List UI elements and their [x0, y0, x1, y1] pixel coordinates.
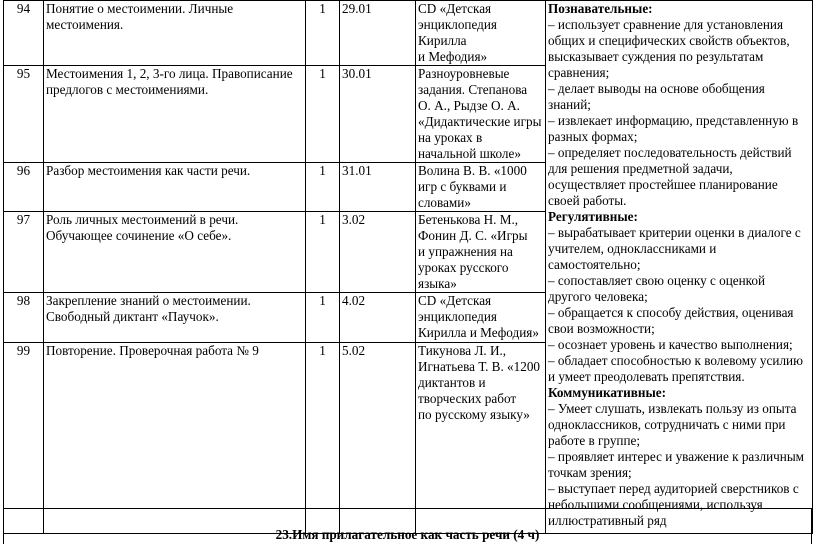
row-number: 97 — [4, 212, 44, 293]
competency-item: – проявляет интерес и уважение к различным точкам зрения; — [548, 449, 805, 480]
row-number: 96 — [4, 163, 44, 212]
hours-count: 1 — [306, 293, 340, 343]
competency-item: – вырабатывает критерии оценки в диалоге с учителем, одноклассниками и самостоятельно; — [548, 225, 801, 272]
competency-item: – обращается к способу действия, оценивая свои возможности; — [548, 305, 794, 336]
regulatory-title: Регулятивные: — [548, 209, 638, 224]
row-number: 99 — [4, 343, 44, 534]
lesson-topic: Понятие о местоимении. Личные местоимения. — [44, 1, 306, 66]
row-number: 94 — [4, 1, 44, 66]
competency-item: – Умеет слушать, извлекать пользу из опыта одноклассников, сотрудничать с ними при работе в группе; — [548, 401, 797, 448]
competency-item: – определяет последовательность действий для решения предметной задачи, осуществляет простейшее планирование своей работы. — [548, 145, 792, 208]
competencies-cell — [546, 1, 813, 534]
section-header-row — [3, 508, 812, 544]
lesson-topic: Закрепление знаний о местоимении. Свободный диктант «Паучок». — [44, 293, 306, 343]
hours-count: 1 — [306, 212, 340, 293]
section-title: 23.Имя прилагательное как часть речи (4 ч) — [275, 527, 540, 542]
lesson-resource: Волина В. В. «1000 игр с буквами и словами» — [416, 163, 546, 212]
hours-count: 1 — [306, 1, 340, 66]
lesson-date: 5.02 — [340, 343, 416, 534]
communicative-title: Коммуникативные: — [548, 385, 666, 400]
lesson-topic: Местоимения 1, 2, 3-го лица. Правописание предлогов с местоимениями. — [44, 66, 306, 163]
competency-item: – сопоставляет свою оценку с оценкой другого человека; — [548, 273, 766, 304]
lesson-resource: CD «Детская энциклопедия Кирилла и Мефодия» — [416, 1, 546, 66]
hours-count: 1 — [306, 66, 340, 163]
lesson-date: 4.02 — [340, 293, 416, 343]
lesson-topic: Повторение. Проверочная работа № 9 — [44, 343, 306, 534]
lesson-topic: Разбор местоимения как части речи. — [44, 163, 306, 212]
lesson-date: 30.01 — [340, 66, 416, 163]
competency-item: – делает выводы на основе обобщения знаний; — [548, 81, 765, 112]
lesson-resource: Бетенькова Н. М., Фонин Д. С. «Игры и упражнения на уроках русского языка» — [416, 212, 546, 293]
table-row — [4, 1, 813, 66]
competency-item: – осознает уровень и качество выполнения; — [548, 337, 793, 352]
row-number: 98 — [4, 293, 44, 343]
competency-item: – использует сравнение для установления общих и специфических свойств объектов, высказывает суждения по результатам сравнения; — [548, 17, 790, 80]
lesson-date: 3.02 — [340, 212, 416, 293]
competency-item: – выступает перед аудиторией сверстников с небольшими сообщениями, используя иллюстративный ряд — [548, 481, 799, 528]
hours-count: 1 — [306, 343, 340, 534]
lesson-topic: Роль личных местоимений в речи. Обучающее сочинение «О себе». — [44, 212, 306, 293]
lesson-resource: Тикунова Л. И., Игнатьева Т. В. «1200 диктантов и творческих работ по русскому языку» — [416, 343, 546, 534]
competency-item: – извлекает информацию, представленную в разных формах; — [548, 113, 799, 144]
competency-item: – обладает способностью к волевому усилию и умеет преодолевать препятствия. — [548, 353, 803, 384]
lesson-date: 31.01 — [340, 163, 416, 212]
lesson-resource: Разноуровневые задания. Степанова О. А., Рыдзе О. А. «Дидактические игры на уроках в начальной школе» — [416, 66, 546, 163]
lesson-plan-table — [3, 0, 813, 534]
lesson-date: 29.01 — [340, 1, 416, 66]
lesson-resource: CD «Детская энциклопедия Кирилла и Мефодия» — [416, 293, 546, 343]
cognitive-title: Познавательные: — [548, 1, 653, 16]
hours-count: 1 — [306, 163, 340, 212]
row-number: 95 — [4, 66, 44, 163]
